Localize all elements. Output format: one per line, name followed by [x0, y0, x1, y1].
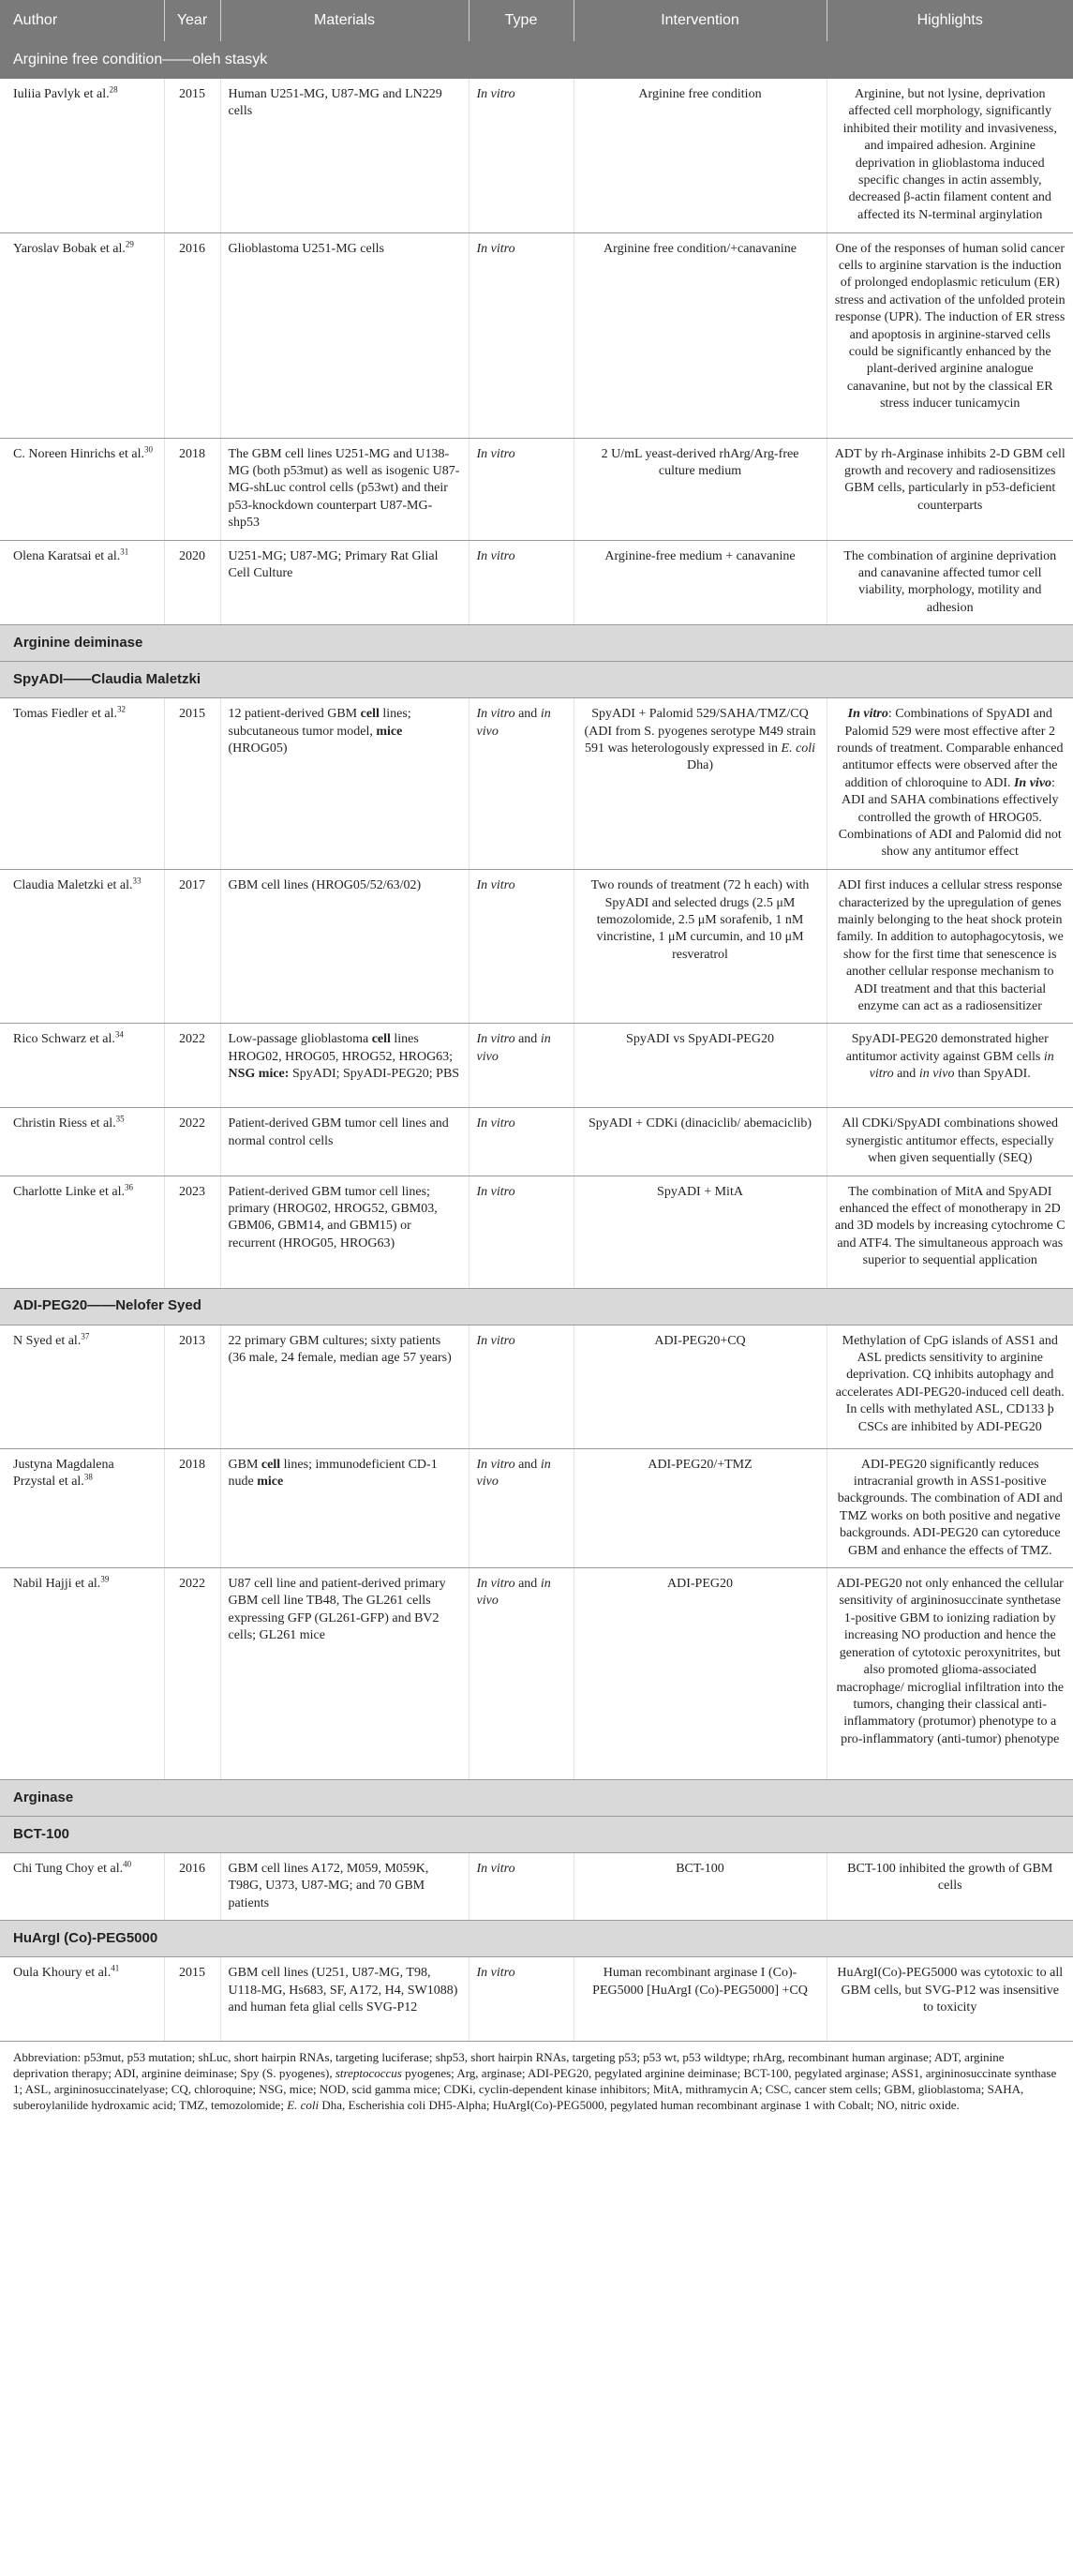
intervention-cell: Arginine free condition: [574, 79, 827, 232]
year-cell: 2013: [164, 1325, 220, 1448]
intervention-cell: SpyADI + CDKi (dinaciclib/ abemaciclib): [574, 1108, 827, 1176]
author-cell: Nabil Hajji et al.$^{39}$: [0, 1568, 164, 1780]
highlights-cell: SpyADI-PEG20 demonstrated higher antitumor activity against GBM cells in vitro and in vivo than SpyADI.: [827, 1024, 1073, 1108]
subsection-adi-peg20: [0, 1288, 1073, 1325]
table-row: [0, 232, 1073, 438]
intervention-cell: Arginine free condition/+canavanine: [574, 232, 827, 438]
intervention-cell: ADI-PEG20/+TMZ: [574, 1448, 827, 1567]
year-cell: 2017: [164, 870, 220, 1024]
section-arginine-deiminase: [0, 625, 1073, 662]
materials-cell: Glioblastoma U251-MG cells: [220, 232, 469, 438]
materials-cell: U87 cell line and patient-derived primary GBM cell line TB48, The GL261 cells expressing GFP (GL261-GFP) and BV2 cells; GL261 mice: [220, 1568, 469, 1780]
year-cell: 2015: [164, 1957, 220, 2042]
table-row: [0, 1853, 1073, 1921]
subsection-huargi: [0, 1921, 1073, 1957]
subsection-bct-100: [0, 1817, 1073, 1853]
subsection-title: SpyADI——Claudia Maletzki: [0, 662, 1073, 698]
year-cell: 2020: [164, 540, 220, 625]
highlights-cell: ADI first induces a cellular stress response characterized by the upregulation of genes mainly belonging to the heat shock protein family. In addition to autophagocytosis, we show for the first time that senescence is another cellular response mechanism to ADI treatment and that this bacterial enzyme can act as a radiosensitizer: [827, 870, 1073, 1024]
header-type: Type: [469, 0, 574, 41]
section-arginine-free: [0, 41, 1073, 79]
year-cell: 2022: [164, 1568, 220, 1780]
table-row: [0, 540, 1073, 625]
highlights-cell: In vitro: Combinations of SpyADI and Palomid 529 were most effective after 2 rounds of treatment. Comparable enhanced antitumor effects were observed after the addition of chloroquine to ADI. In vivo: ADI and SAHA combinations effectively controlled the growth of HROG05. Combinations of ADI and Palomid did not show any antitumor effect: [827, 698, 1073, 870]
materials-cell: Low-passage glioblastoma cell lines HROG02, HROG05, HROG52, HROG63; NSG mice: SpyADI; SpyADI-PEG20; PBS: [220, 1024, 469, 1108]
type-cell: In vitro and in vivo: [469, 1568, 574, 1780]
highlights-cell: BCT-100 inhibited the growth of GBM cells: [827, 1853, 1073, 1921]
header-author: Author: [0, 0, 164, 41]
table-row: [0, 1108, 1073, 1176]
intervention-cell: BCT-100: [574, 1853, 827, 1921]
year-cell: 2022: [164, 1108, 220, 1176]
year-cell: 2016: [164, 1853, 220, 1921]
type-cell: In vitro and in vivo: [469, 1024, 574, 1108]
materials-cell: The GBM cell lines U251-MG and U138-MG (both p53mut) as well as isogenic U87-MG-shLuc control cells (p53wt) and their p53-knockdown counterpart U87-MG-shp53: [220, 438, 469, 540]
year-cell: 2018: [164, 438, 220, 540]
materials-cell: GBM cell lines (U251, U87-MG, T98, U118-MG, Hs683, SF, A172, H4, SW1088) and human feta glial cells SVG-P12: [220, 1957, 469, 2042]
type-cell: In vitro: [469, 1108, 574, 1176]
intervention-cell: SpyADI + Palomid 529/SAHA/TMZ/CQ (ADI from S. pyogenes serotype M49 strain 591 was heterologously expressed in E. coli Dha): [574, 698, 827, 870]
intervention-cell: Arginine-free medium + canavanine: [574, 540, 827, 625]
highlights-cell: ADI-PEG20 not only enhanced the cellular sensitivity of argininosuccinate synthetase 1-positive GBM to ionizing radiation by increasing NO production and hence the generation of cytotoxic peroxynitrites, but also promoted glioma-associated macrophage/ microglial infiltration into the tumors, changing their classical anti-inflammatory (protumor) phenotype to a pro-inflammatory (anti-tumor) phenotype: [827, 1568, 1073, 1780]
table-row: [0, 1325, 1073, 1448]
subsection-title: ADI-PEG20——Nelofer Syed: [0, 1288, 1073, 1325]
table-row: [0, 698, 1073, 870]
table-row: [0, 1024, 1073, 1108]
section-title: Arginine free condition——oleh stasyk: [0, 41, 1073, 79]
intervention-cell: ADI-PEG20: [574, 1568, 827, 1780]
highlights-cell: Arginine, but not lysine, deprivation affected cell morphology, significantly inhibited their motility and invasiveness, and impaired adhesion. Arginine deprivation in glioblastoma induced specific changes in actin assembly, decreased β-actin filament content and affected its N-terminal arginylation: [827, 79, 1073, 232]
highlights-cell: HuArgI(Co)-PEG5000 was cytotoxic to all GBM cells, but SVG-P12 was insensitive to toxicity: [827, 1957, 1073, 2042]
subsection-title: BCT-100: [0, 1817, 1073, 1853]
year-cell: 2015: [164, 79, 220, 232]
author-cell: Christin Riess et al.$^{35}$: [0, 1108, 164, 1176]
intervention-cell: ADI-PEG20+CQ: [574, 1325, 827, 1448]
type-cell: In vitro: [469, 1853, 574, 1921]
author-cell: Justyna Magdalena Przystal et al.$^{38}$: [0, 1448, 164, 1567]
author-cell: Chi Tung Choy et al.$^{40}$: [0, 1853, 164, 1921]
type-cell: In vitro and in vivo: [469, 1448, 574, 1567]
author-cell: Tomas Fiedler et al.$^{32}$: [0, 698, 164, 870]
header-materials: Materials: [220, 0, 469, 41]
author-cell: Rico Schwarz et al.$^{34}$: [0, 1024, 164, 1108]
section-title: Arginase: [0, 1780, 1073, 1817]
type-cell: In vitro: [469, 232, 574, 438]
type-cell: In vitro: [469, 1957, 574, 2042]
highlights-cell: All CDKi/SpyADI combinations showed synergistic antitumor effects, especially when given sequentially (SEQ): [827, 1108, 1073, 1176]
subsection-spyadi: [0, 662, 1073, 698]
author-cell: Claudia Maletzki et al.$^{33}$: [0, 870, 164, 1024]
year-cell: 2015: [164, 698, 220, 870]
year-cell: 2022: [164, 1024, 220, 1108]
type-cell: In vitro: [469, 438, 574, 540]
subsection-title: HuArgI (Co)-PEG5000: [0, 1921, 1073, 1957]
highlights-cell: ADI-PEG20 significantly reduces intracranial growth in ASS1-positive backgrounds. The combination of ADI and TMZ works on both positive and negative backgrounds. ADI-PEG20 can cytoreduce GBM and enhance the effects of TMZ.: [827, 1448, 1073, 1567]
table-row: [0, 1176, 1073, 1288]
intervention-cell: SpyADI + MitA: [574, 1176, 827, 1288]
table-header-row: [0, 0, 1073, 41]
section-arginase: [0, 1780, 1073, 1817]
author-cell: C. Noreen Hinrichs et al.$^{30}$: [0, 438, 164, 540]
year-cell: 2023: [164, 1176, 220, 1288]
materials-cell: GBM cell lines; immunodeficient CD-1 nude mice: [220, 1448, 469, 1567]
author-cell: Yaroslav Bobak et al.$^{29}$: [0, 232, 164, 438]
intervention-cell: Two rounds of treatment (72 h each) with SpyADI and selected drugs (2.5 μM temozolomide, 2.5 μM sorafenib, 1 nM vincristine, 1 μM curcumin, and 10 μM resveratrol: [574, 870, 827, 1024]
year-cell: 2016: [164, 232, 220, 438]
table-row: [0, 438, 1073, 540]
type-cell: In vitro: [469, 79, 574, 232]
materials-cell: Patient-derived GBM tumor cell lines and normal control cells: [220, 1108, 469, 1176]
highlights-cell: Methylation of CpG islands of ASS1 and ASL predicts sensitivity to arginine deprivation. CQ inhibits autophagy and accelerates ADI-PEG20-induced cell death. In cells with methylated ASL, CD133 þ CSCs are inhibited by ADI-PEG20: [827, 1325, 1073, 1448]
author-cell: Oula Khoury et al.$^{41}$: [0, 1957, 164, 2042]
intervention-cell: Human recombinant arginase I (Co)-PEG5000 [HuArgI (Co)-PEG5000] +CQ: [574, 1957, 827, 2042]
table-row: [0, 1448, 1073, 1567]
materials-cell: GBM cell lines A172, M059, M059K, T98G, U373, U87-MG; and 70 GBM patients: [220, 1853, 469, 1921]
header-highlights: Highlights: [827, 0, 1073, 41]
type-cell: In vitro and in vivo: [469, 698, 574, 870]
author-cell: Charlotte Linke et al.$^{36}$: [0, 1176, 164, 1288]
highlights-cell: One of the responses of human solid cancer cells to arginine starvation is the induction of prolonged endoplasmic reticulum (ER) stress and activation of the unfolded protein response (UPR). The induction of ER stress and apoptosis in arginine-starved cells could be significantly enhanced by the plant-derived arginine analogue canavanine, but not by the classical ER stress inducer tunicamycin: [827, 232, 1073, 438]
type-cell: In vitro: [469, 540, 574, 625]
materials-cell: Human U251-MG, U87-MG and LN229 cells: [220, 79, 469, 232]
materials-cell: 12 patient-derived GBM cell lines; subcutaneous tumor model, mice (HROG05): [220, 698, 469, 870]
materials-cell: Patient-derived GBM tumor cell lines; primary (HROG02, HROG52, GBM03, GBM06, GBM14, and GBM15) or recurrent (HROG05, HROG63): [220, 1176, 469, 1288]
type-cell: In vitro: [469, 1325, 574, 1448]
author-cell: N Syed et al.$^{37}$: [0, 1325, 164, 1448]
highlights-cell: The combination of arginine deprivation and canavanine affected tumor cell viability, morphology, motility and adhesion: [827, 540, 1073, 625]
header-year: Year: [164, 0, 220, 41]
highlights-cell: ADT by rh-Arginase inhibits 2-D GBM cell growth and recovery and radiosensitizes GBM cells, particularly in p53-deficient counterparts: [827, 438, 1073, 540]
section-title: Arginine deiminase: [0, 625, 1073, 662]
header-intervention: Intervention: [574, 0, 827, 41]
table-row: [0, 1568, 1073, 1780]
materials-cell: GBM cell lines (HROG05/52/63/02): [220, 870, 469, 1024]
intervention-cell: 2 U/mL yeast-derived rhArg/Arg-free culture medium: [574, 438, 827, 540]
materials-cell: 22 primary GBM cultures; sixty patients (36 male, 24 female, median age 57 years): [220, 1325, 469, 1448]
type-cell: In vitro: [469, 1176, 574, 1288]
table-row: [0, 79, 1073, 232]
year-cell: 2018: [164, 1448, 220, 1567]
table-row: [0, 870, 1073, 1024]
table-row: [0, 1957, 1073, 2042]
author-cell: Iuliia Pavlyk et al.$^{28}$: [0, 79, 164, 232]
author-cell: Olena Karatsai et al.$^{31}$: [0, 540, 164, 625]
highlights-cell: The combination of MitA and SpyADI enhanced the effect of monotherapy in 2D and 3D models by increasing cytochrome C and ATF4. The simultaneous approach was superior to sequential application: [827, 1176, 1073, 1288]
table-footnote: Abbreviation: p53mut, p53 mutation; shLuc, short hairpin RNAs, targeting luciferase; shp53, short hairpin RNAs, targeting p53; p53 wt, p53 wildtype; rhArg, recombinant human arginase; ADT, arginine deprivation therapy; ADI, arginine deiminase; Spy (S. pyogenes), streptococcus pyogenes; Arg, arginase; ADI-PEG20, pegylated arginine deiminase; BCT-100, pegylated arginase; ASS1, argininosuccinate synthase 1; ASL, argininosuccinatelyase; CQ, chloroquine; NSG, mice; NOD, scid gamma mice; CDKi, cyclin-dependent kinase inhibitors; MitA, mithramycin A; CSC, cancer stem cells; GBM, glioblastoma; SAHA, suberoylanilide hydroxamic acid; TMZ, temozolomide; E. coli Dha, Escherishia coli DH5-Alpha; HuArgI(Co)-PEG5000, pegylated human recombinant arginase 1 with Cobalt; NO, nitric oxide.: [13, 2050, 1057, 2113]
materials-cell: U251-MG; U87-MG; Primary Rat Glial Cell Culture: [220, 540, 469, 625]
type-cell: In vitro: [469, 870, 574, 1024]
intervention-cell: SpyADI vs SpyADI-PEG20: [574, 1024, 827, 1108]
